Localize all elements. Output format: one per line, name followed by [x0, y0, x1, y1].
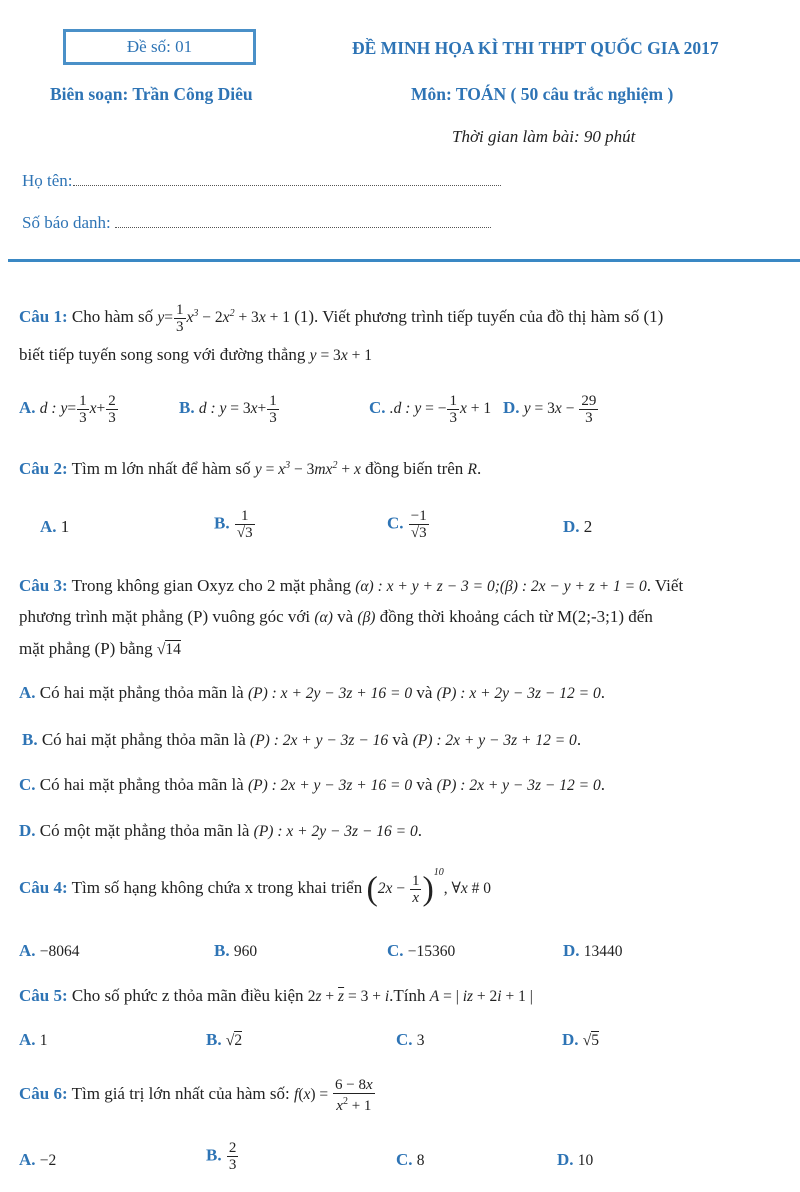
answer-option[interactable] [19, 1150, 56, 1170]
question-label: Câu 5: [19, 986, 68, 1005]
question-2-line-1: Câu 2: Tìm m lớn nhất để hàm số $y = x^3 - 3mx^2 + x$ đồng biến trên R. [19, 459, 482, 478]
question-text: . Viết [646, 576, 684, 595]
option-label: B. [214, 513, 230, 533]
option-text: Có hai mặt phẳng thỏa mãn là [39, 683, 244, 702]
question-text: (1). Viết phương trình tiếp tuyến của đồ thị hàm số (1) [294, 307, 664, 327]
option-label: D. [563, 941, 580, 960]
option-label: B. [179, 398, 195, 418]
question-label: Câu 6: [19, 1084, 68, 1104]
math-expression: $y = x^3 - 3mx^2 + x$ [254, 459, 361, 478]
question-label: Câu 1: [19, 307, 68, 327]
question-1-line-1 [19, 302, 663, 335]
question-text: mặt phẳng (P) bằng [19, 639, 153, 658]
question-4-options [0, 941, 800, 965]
math-expression: $2z + \overline{z} = 3 + i$ [307, 988, 390, 1005]
question-3-line-3 [19, 639, 181, 659]
answer-option[interactable]: D. y = 3x − $\frac{29}{3}$ [503, 393, 597, 426]
answer-option[interactable]: B. $\frac{2}{3}$ [206, 1140, 237, 1173]
question-6-line-1 [19, 1077, 376, 1114]
option-text: Có một mặt phẳng thỏa mãn là [39, 821, 250, 840]
question-text: Tìm m lớn nhất để hàm số [71, 459, 251, 478]
id-label: Số báo danh: [22, 213, 116, 232]
answer-option[interactable]: C. .d : y = − $\frac{1}{3}$ x + 1 [369, 393, 492, 426]
question-5-line-1 [19, 986, 533, 1006]
question-text: Tìm số hạng không chứa x trong khai triển [71, 878, 363, 897]
question-text: .Tính [389, 986, 426, 1005]
question-text: đồng thời khoảng cách từ M(2;-3;1) đến [379, 607, 653, 626]
option-value: 8 [416, 1152, 425, 1169]
answer-option[interactable] [557, 1150, 593, 1170]
answer-option[interactable] [563, 517, 592, 537]
option-label: D. [503, 398, 520, 418]
option-label: A. [19, 683, 36, 702]
answer-option[interactable]: A. d : y= $\frac{1}{3}$ x+ $\frac{2}{3}$ [19, 393, 116, 426]
math-expression: (α) : x + y + z − 3 = 0;(β) : 2x − y + z + 1 = 0 [355, 578, 647, 595]
answer-option[interactable] [396, 1030, 425, 1050]
exam-code: Đề số: 01 [126, 37, 193, 56]
option-value: 1 [60, 517, 70, 536]
answer-option[interactable] [563, 941, 623, 961]
answer-option[interactable] [396, 1150, 425, 1170]
question-text: Tìm giá trị lớn nhất của hàm số: [71, 1084, 290, 1104]
option-label: B. [22, 730, 38, 749]
subject: Môn: TOÁN ( 50 câu trắc nghiệm ) [411, 84, 674, 104]
question-3-line-1 [19, 576, 683, 596]
option-label: C. [387, 941, 404, 960]
math-expression: √14 [156, 641, 181, 658]
option-value: 960 [233, 943, 258, 960]
option-label: B. [206, 1030, 222, 1049]
answer-option[interactable]: B. Có hai mặt phẳng thỏa mãn là (P) : 2x + y − 3z − 16 và (P) : 2x + y − 3z + 12 = 0. [22, 730, 582, 749]
exam-time: Thời gian làm bài: 90 phút [452, 127, 636, 146]
question-text: Cho hàm số [71, 307, 154, 327]
and-word: và [416, 683, 433, 702]
question-text: Trong không gian Oxyz cho 2 mặt phẳng [71, 576, 351, 595]
option-label: A. [19, 1030, 36, 1049]
question-label: Câu 4: [19, 878, 68, 897]
exam-code-box [63, 29, 256, 65]
answer-option[interactable]: C. $\frac{-1}{√3}$ [387, 508, 427, 541]
option-value: −8064 [39, 943, 80, 960]
name-label: Họ tên: [22, 171, 73, 190]
option-value: 10 [577, 1152, 594, 1169]
question-3-line-2: phương trình mặt phẳng (P) vuông góc với (α) và (β) đồng thời khoảng cách từ M(2;-3;1) đến [19, 607, 653, 626]
math-expression: y = 3x + 1 [309, 347, 372, 364]
option-label: B. [206, 1145, 222, 1165]
math-expression: y= $\frac{1}{3}$ $x^3 - 2x^2 + 3x + 1$ [157, 302, 290, 335]
math-expression: R [467, 461, 477, 478]
answer-option[interactable] [387, 941, 455, 961]
option-label: C. [396, 1030, 413, 1049]
option-label: A. [19, 941, 36, 960]
answer-option[interactable]: A. Có hai mặt phẳng thỏa mãn là (P) : x + 2y − 3z + 16 = 0 và (P) : x + 2y − 3z − 12 = 0. [19, 683, 605, 702]
name-field[interactable] [22, 171, 501, 191]
name-dotted-line [73, 171, 501, 186]
question-text: và [337, 607, 354, 626]
question-1-line-2 [19, 345, 372, 365]
question-4-line-1 [19, 867, 491, 906]
answer-option[interactable]: D. Có một mặt phẳng thỏa mãn là (P) : x + 2y − 3z − 16 = 0. [19, 821, 423, 840]
math-expression: (2x − $\frac{1}{x}$ )$^{10}$, ∀x # 0 [366, 867, 492, 908]
answer-option[interactable]: B. √2 [206, 1030, 243, 1049]
question-text: phương trình mặt phẳng (P) vuông góc với [19, 607, 311, 626]
and-word: và [392, 730, 409, 749]
option-label: D. [557, 1150, 574, 1169]
question-label: Câu 3: [19, 576, 68, 595]
question-text: Cho số phức z thỏa mãn điều kiện [71, 986, 304, 1005]
option-label: A. [19, 1150, 36, 1169]
header-divider [8, 259, 800, 262]
option-value: −15360 [407, 943, 456, 960]
option-label: B. [214, 941, 230, 960]
question-2-options [0, 508, 800, 556]
math-expression: A = | iz + 2i + 1 | [429, 988, 533, 1005]
question-6-options [0, 1140, 800, 1184]
answer-option[interactable] [40, 517, 69, 537]
id-field[interactable] [22, 213, 491, 233]
option-label: D. [563, 517, 580, 536]
answer-option[interactable] [19, 1030, 48, 1050]
option-value: −2 [39, 1152, 57, 1169]
option-text: Có hai mặt phẳng thỏa mãn là [41, 730, 246, 749]
answer-option[interactable]: B. d : y = 3x+ $\frac{1}{3}$ [179, 393, 277, 426]
option-label: C. [387, 513, 404, 533]
option-value: 3 [416, 1032, 425, 1049]
answer-option[interactable]: B. $\frac{1}{√3}$ [214, 508, 253, 541]
option-label: A. [19, 398, 36, 418]
question-text: đồng biến trên [365, 459, 464, 478]
option-label: C. [396, 1150, 413, 1169]
math-expression: f(x) = $\frac{6 - 8x}{x^2 + 1}$ [294, 1077, 373, 1114]
option-label: A. [40, 517, 57, 536]
question-5-options [0, 1030, 800, 1056]
answer-option[interactable]: C. Có hai mặt phẳng thỏa mãn là (P) : 2x + y − 3z + 16 = 0 và (P) : 2x + y − 3z − 12 = 0. [19, 775, 605, 794]
question-text: biết tiếp tuyến song song với đường thẳng [19, 345, 306, 364]
exam-title: ĐỀ MINH HỌA KÌ THI THPT QUỐC GIA 2017 [352, 38, 719, 58]
option-label: C. [369, 398, 386, 418]
option-text: Có hai mặt phẳng thỏa mãn là [39, 775, 244, 794]
option-label: D. [19, 821, 36, 840]
author: Biên soạn: Trần Công Diêu [50, 84, 253, 104]
answer-option[interactable] [214, 941, 257, 961]
option-value: 1 [39, 1032, 48, 1049]
id-dotted-line [115, 213, 491, 228]
option-label: C. [19, 775, 36, 794]
option-value: 2 [583, 517, 593, 536]
answer-option[interactable] [19, 941, 80, 961]
option-value: 13440 [583, 943, 623, 960]
question-label: Câu 2: [19, 459, 68, 478]
answer-option[interactable]: D. √5 [562, 1030, 600, 1049]
option-label: D. [562, 1030, 579, 1049]
and-word: và [416, 775, 433, 794]
